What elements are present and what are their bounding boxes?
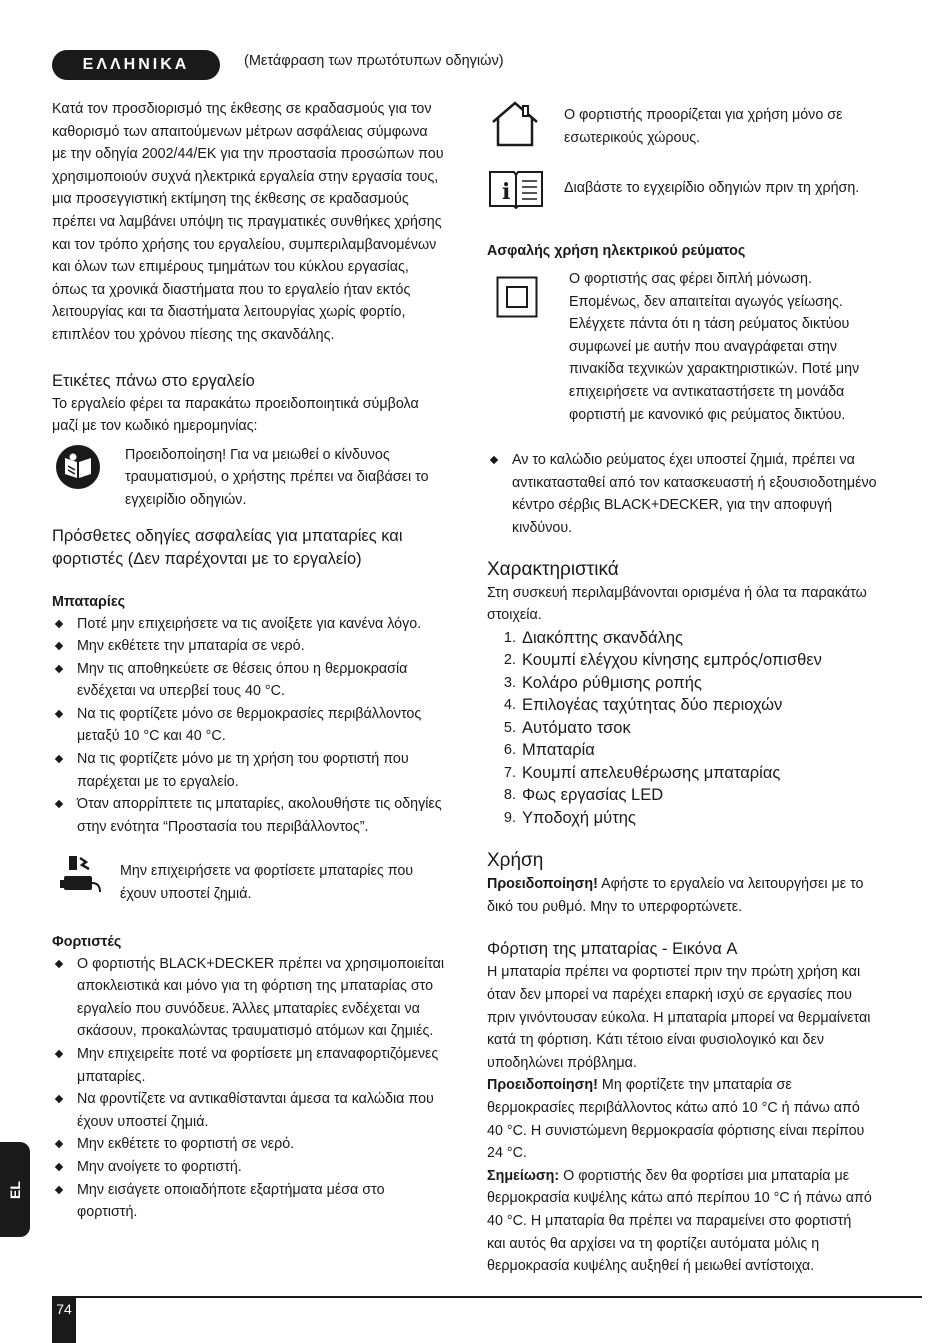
- electrical-safety-heading: Ασφαλής χρήση ηλεκτρικού ρεύματος: [487, 243, 746, 259]
- charging-warning: Προειδοποίηση! Μη φορτίζετε την μπαταρία σε θερμοκρασίες περιβάλλοντος κάτω από 10 °C ή πάνω από 40 °C. Η συνιστώμενη θερμοκρασία φόρτισης είναι περίπου 24 °C.: [487, 1077, 865, 1162]
- right-column: [487, 104, 905, 1278]
- use-warning: Προειδοποίηση! Αφήστε το εργαλείο να λειτουργήσει με το δικό του ρυθμό. Μην το υπερφορτώνετε.: [487, 876, 864, 915]
- house-icon: [487, 100, 564, 153]
- language-badge: ΕΛΛΗΝΙΚΑ: [52, 50, 220, 80]
- list-item: 3. Κολάρο ρύθμισης ροπής: [503, 673, 702, 692]
- list-item: Μην επιχειρείτε ποτέ να φορτίσετε μη επαναφορτιζόμενες μπαταρίες.: [52, 1043, 467, 1088]
- svg-text:i: i: [502, 179, 511, 205]
- damaged-battery-icon: [52, 856, 120, 903]
- use-heading: Χρήση: [487, 850, 544, 872]
- labels-paragraph: Το εργαλείο φέρει τα παρακάτω προειδοποιητικά σύμβολα μαζί με τον κωδικό ημερομηνίας:: [52, 395, 419, 435]
- list-item: 1. Διακόπτης σκανδάλης: [503, 628, 683, 647]
- extra-safety-heading: Πρόσθετες οδηγίες ασφαλείας για μπαταρίες και φορτιστές (Δεν παρέχονται με το εργαλείο): [52, 526, 403, 568]
- chargers-heading: Φορτιστές: [52, 933, 122, 950]
- damaged-battery-row: [52, 856, 467, 905]
- read-manual-warning-icon: [52, 444, 125, 495]
- indoor-use-row: [487, 104, 905, 153]
- warning-symbol-text: Προειδοποίηση! Για να μειωθεί ο κίνδυνος τραυματισμού, ο χρήστης πρέπει να διαβάσει το εγχειρίδιο οδηγιών.: [125, 446, 429, 508]
- list-item: 4. Επιλογέας ταχύτητας δύο περιοχών: [503, 696, 783, 715]
- list-item: 6. Μπαταρία: [503, 741, 595, 760]
- charging-paragraph: Η μπαταρία πρέπει να φορτιστεί πριν την πρώτη χρήση και όταν δεν μπορεί να παρέχει επαρκή ισχύ σε εργασίες που πριν γινόντουσαν εύκολα. Η μπαταρία μπορεί να θερμαίνεται κατά τη φόρτιση. Κάτι τέτοιο είναι φυσιολογικό και δεν υποδηλώνει πρόβλημα.: [487, 964, 871, 1071]
- list-item: Να φροντίζετε να αντικαθίστανται άμεσα τα καλώδια που έχουν υποστεί ζημιά.: [52, 1088, 467, 1133]
- features-intro: Στη συσκευή περιλαμβάνονται ορισμένα ή όλα τα παρακάτω στοιχεία.: [487, 584, 867, 624]
- list-item: Μην εισάγετε οποιαδήποτε εξαρτήματα μέσα στο φορτιστή.: [52, 1179, 467, 1224]
- batteries-heading: Μπαταρίες: [52, 593, 126, 610]
- list-item: 2. Κουμπί ελέγχου κίνησης εμπρός/οπισθεν: [503, 651, 822, 670]
- features-heading: Χαρακτηριστικά: [487, 558, 619, 580]
- chargers-list: [52, 953, 467, 1224]
- page-number: 74: [52, 1297, 76, 1343]
- left-column: [52, 98, 467, 1224]
- double-insulation-text: Ο φορτιστής σας φέρει διπλή μόνωση. Επομένως, δεν απαιτείται αγωγός γείωσης. Ελέγχετε πάντα ότι η τάση ρεύματος δικτύου συμφωνεί με αυτήν που αναγράφεται στην πινακίδα τεχνικών χαρακτηριστικών. Ποτέ μην επιχειρήσετε να αντικαταστήσετε τη μονάδα φορτιστή με κανονικό φις ρεύματος δικτύου.: [569, 271, 860, 423]
- labels-heading: Ετικέτες πάνω στο εργαλείο: [52, 371, 255, 390]
- batteries-list: [52, 613, 467, 839]
- list-item: Αν το καλώδιο ρεύματος έχει υποστεί ζημιά, πρέπει να αντικατασταθεί από τον κατασκευαστή ή εξουσιοδοτημένο κέντρο σέρβις BLACK+DECKER, για την αποφυγή κινδύνου.: [487, 449, 905, 539]
- intro-paragraph: Κατά τον προσδιορισμό της έκθεσης σε κραδασμούς για τον καθορισμό των απαιτούμενων μέτρων ασφάλειας σύμφωνα με την οδηγία 2002/44/ΕΚ για την προστασία προσώπων που χρησιμοποιούν συχνά ηλεκτρικά εργαλεία στην εργασία τους, μια προσεγγιστική εκτίμηση της έκθεσης σε κραδασμούς πρέπει να λαμβάνει υπόψη τις πραγματικές συνθήκες χρήσης και τον τρόπο χρήσης του εργαλείου, συμπεριλαμβανομένων και όλων των επιμέρους τμημάτων του κύκλου εργασίας, όπως τα χρονικά διαστήματα που το εργαλείο ήταν εκτός λειτουργίας και τα διαστήματα λειτουργίας χωρίς φορτίο, επιπλέον του χρόνου πίεσης της σκανδάλης.: [52, 101, 444, 343]
- list-item: Να τις φορτίζετε μόνο σε θερμοκρασίες περιβάλλοντος μεταξύ 10 °C και 40 °C.: [52, 703, 467, 748]
- double-insulation-icon: [487, 276, 569, 323]
- list-item: Μην εκθέτετε την μπαταρία σε νερό.: [52, 635, 467, 658]
- list-item: Να τις φορτίζετε μόνο με τη χρήση του φορτιστή που παρέχεται με το εργαλείο.: [52, 748, 467, 793]
- list-item: 5. Αυτόματο τσοκ: [503, 718, 631, 737]
- list-item: Μην ανοίγετε το φορτιστή.: [52, 1156, 467, 1179]
- footer-rule: [52, 1296, 922, 1298]
- list-item: 8. Φως εργασίας LED: [503, 786, 664, 805]
- damaged-battery-text: Μην επιχειρήσετε να φορτίσετε μπαταρίες που έχουν υποστεί ζημιά.: [120, 863, 414, 903]
- double-insulation-row: [487, 268, 905, 426]
- info-book-icon: [487, 169, 564, 214]
- translation-subtitle: (Μετάφραση των πρωτότυπων οδηγιών): [244, 53, 504, 69]
- list-item: Μην εκθέτετε το φορτιστή σε νερό.: [52, 1133, 467, 1156]
- list-item: Όταν απορρίπτετε τις μπαταρίες, ακολουθήστε τις οδηγίες στην ενότητα “Προστασία του περιβάλλοντος”.: [52, 793, 467, 838]
- read-manual-text: Διαβάστε το εγχειρίδιο οδηγιών πριν τη χρήση.: [564, 180, 860, 196]
- warning-symbol-row: [52, 444, 467, 512]
- indoor-use-text: Ο φορτιστής προορίζεται για χρήση μόνο σε εσωτερικούς χώρους.: [564, 107, 843, 146]
- charging-heading: Φόρτιση της μπαταρίας - Εικόνα A: [487, 940, 738, 959]
- read-manual-row: [487, 177, 905, 214]
- list-item: Ποτέ μην επιχειρήσετε να τις ανοίξετε για κανένα λόγο.: [52, 613, 467, 636]
- features-list: [487, 627, 905, 830]
- list-item: Μην τις αποθηκεύετε σε θέσεις όπου η θερμοκρασία ενδέχεται να υπερβεί τους 40 °C.: [52, 658, 467, 703]
- charging-note: Σημείωση: Ο φορτιστής δεν θα φορτίσει μια μπαταρία με θερμοκρασία κυψέλης κάτω από περίπου 10 °C ή πάνω από 40 °C. Η μπαταρία θα πρέπει να παραμείνει στο φορτιστή και αυτός θα αρχίσει να τη φορτίζει αυτόματα μόλις η θερμοκρασία κυψέλης αυξηθεί ή μειωθεί αντίστοιχα.: [487, 1167, 872, 1275]
- language-side-tab: EL: [0, 1142, 30, 1237]
- list-item: 9. Υποδοχή μύτης: [503, 808, 636, 827]
- list-item: Ο φορτιστής BLACK+DECKER πρέπει να χρησιμοποιείται αποκλειστικά και μόνο για τη φόρτιση της μπαταρίας στο εργαλείο που συνόδευε. Άλλες μπαταρίες ενδέχεται να σκάσουν, προκαλώντας τραυματισμό ατόμων και ζημιές.: [52, 953, 467, 1043]
- cable-list: [487, 449, 905, 539]
- list-item: 7. Κουμπί απελευθέρωσης μπαταρίας: [503, 763, 781, 782]
